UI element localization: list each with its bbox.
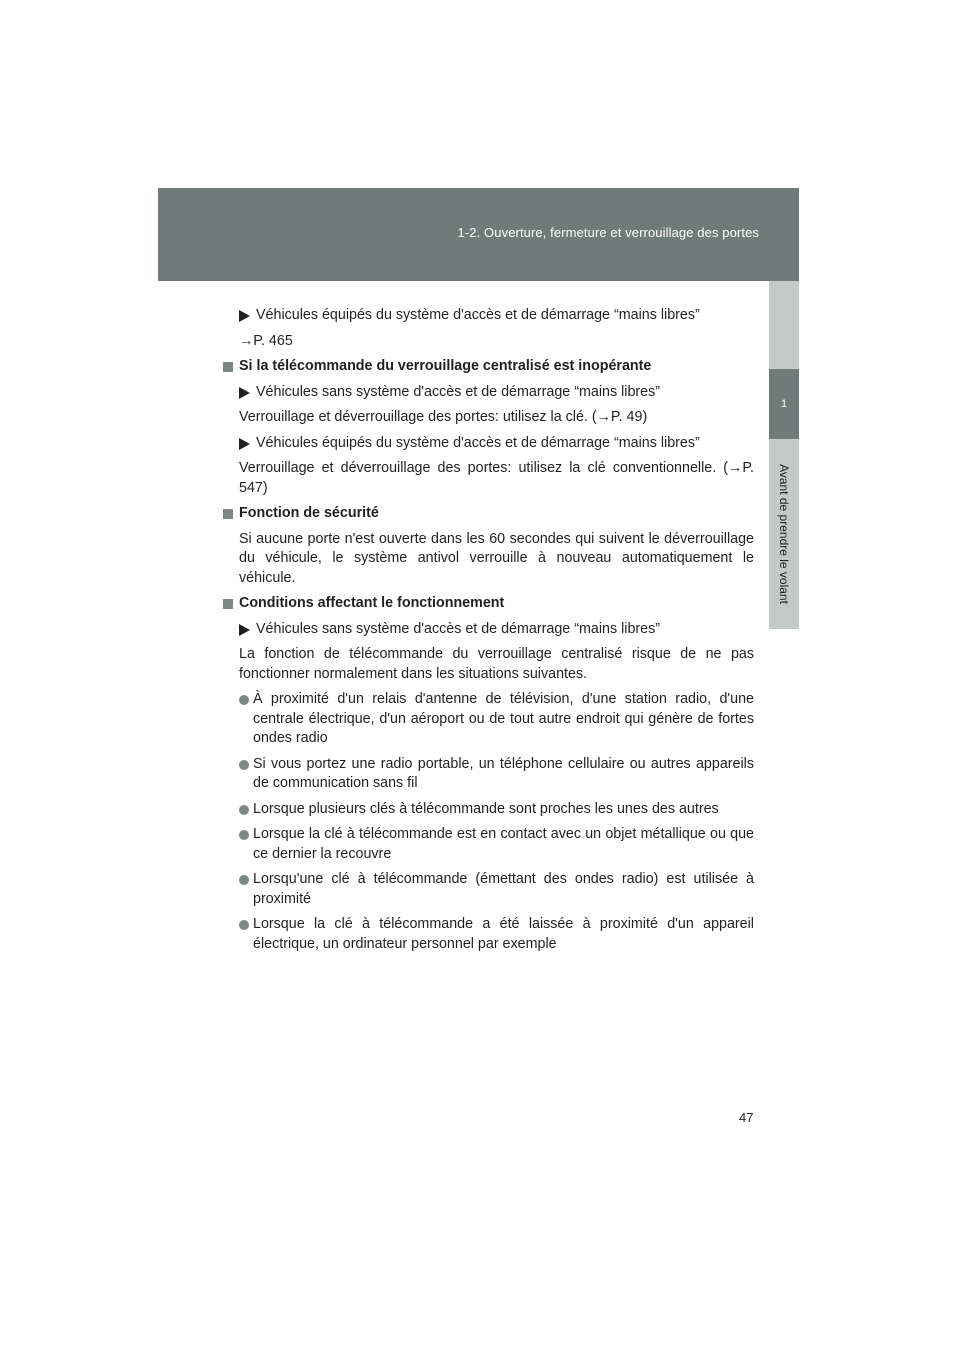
- body-paragraph: Si aucune porte n'est ouverte dans les 60 secondes qui suivent le déverrouillage du véhicule, le système antivol verrouille à nouveau automatiquement le véhicule.: [239, 530, 754, 586]
- bullet-item: [239, 690, 754, 749]
- page-content: [222, 306, 754, 960]
- square-marker-icon: [223, 509, 233, 519]
- section-heading-text: Si la télécommande du verrouillage centralisé est inopérante: [239, 358, 652, 374]
- square-marker-icon: [223, 599, 233, 609]
- section-heading-text: Fonction de sécurité: [239, 505, 379, 521]
- chapter-tab-number: 1: [780, 398, 788, 410]
- arrow-marker-icon: [239, 387, 250, 399]
- bullet-item: [239, 800, 754, 820]
- square-marker-icon: [223, 362, 233, 372]
- arrow-marker-icon: [239, 310, 250, 322]
- body-paragraph: Verrouillage et déverrouillage des portes: utilisez la clé. (→P. 49): [239, 409, 648, 425]
- bullet-text: Lorsque la clé à télécommande a été laissée à proximité d'un appareil électrique, un ordinateur personnel par exemple: [253, 916, 754, 952]
- arrow-item-text: Véhicules équipés du système d'accès et de démarrage “mains libres”: [256, 307, 700, 323]
- arrow-item-text: Véhicules sans système d'accès et de démarrage “mains libres”: [256, 620, 661, 637]
- header-title: 1-2. Ouverture, fermeture et verrouillage des portes: [457, 225, 759, 240]
- bullet-item: [239, 825, 754, 864]
- arrow-item: [239, 620, 754, 640]
- section-heading: [222, 594, 754, 614]
- bullet-dot-icon: [239, 920, 249, 930]
- body-paragraph: Verrouillage et déverrouillage des portes: utilisez la clé conventionnelle. (→P. 547): [239, 460, 754, 496]
- bullet-dot-icon: [239, 760, 249, 770]
- bullet-item: [239, 915, 754, 954]
- arrow-item: [239, 434, 754, 454]
- bullet-item: [239, 755, 754, 794]
- bullet-dot-icon: [239, 695, 249, 705]
- bullet-text: Si vous portez une radio portable, un téléphone cellulaire ou autres appareils de communication sans fil: [253, 755, 754, 791]
- section-heading: [222, 357, 754, 377]
- body-paragraph: La fonction de télécommande du verrouillage centralisé risque de ne pas fonctionner normalement dans les situations suivantes.: [239, 646, 754, 682]
- page-number: 47: [739, 1110, 754, 1125]
- chapter-label: Avant de prendre le volant: [777, 464, 791, 604]
- arrow-item-text: Véhicules équipés du système d'accès et de démarrage “mains libres”: [256, 434, 700, 451]
- chapter-tab: [769, 369, 799, 439]
- bullet-dot-icon: [239, 875, 249, 885]
- bullet-text: À proximité d'un relais d'antenne de télévision, d'une station radio, d'une centrale électrique, d'un aéroport ou de tout autre endroit qui génère de fortes ondes radio: [253, 691, 754, 746]
- side-strip-upper: [769, 281, 799, 369]
- arrow-item: [239, 306, 754, 326]
- section-heading-text: Conditions affectant le fonctionnement: [239, 595, 505, 611]
- arrow-marker-icon: [239, 438, 250, 450]
- reference-text: →P. 465: [239, 332, 293, 349]
- bullet-item: [239, 870, 754, 909]
- section-heading: [222, 504, 754, 524]
- arrow-marker-icon: [239, 624, 250, 636]
- bullet-text: Lorsque plusieurs clés à télécommande sont proches les unes des autres: [253, 800, 719, 817]
- header-bar: [158, 188, 799, 281]
- arrow-item-text: Véhicules sans système d'accès et de démarrage “mains libres”: [256, 383, 661, 400]
- bullet-dot-icon: [239, 805, 249, 815]
- arrow-item: [239, 383, 754, 403]
- bullet-text: Lorsqu'une clé à télécommande (émettant des ondes radio) est utilisée à proximité: [253, 871, 754, 907]
- bullet-dot-icon: [239, 830, 249, 840]
- bullet-text: Lorsque la clé à télécommande est en contact avec un objet métallique ou que ce dernier la recouvre: [253, 826, 754, 862]
